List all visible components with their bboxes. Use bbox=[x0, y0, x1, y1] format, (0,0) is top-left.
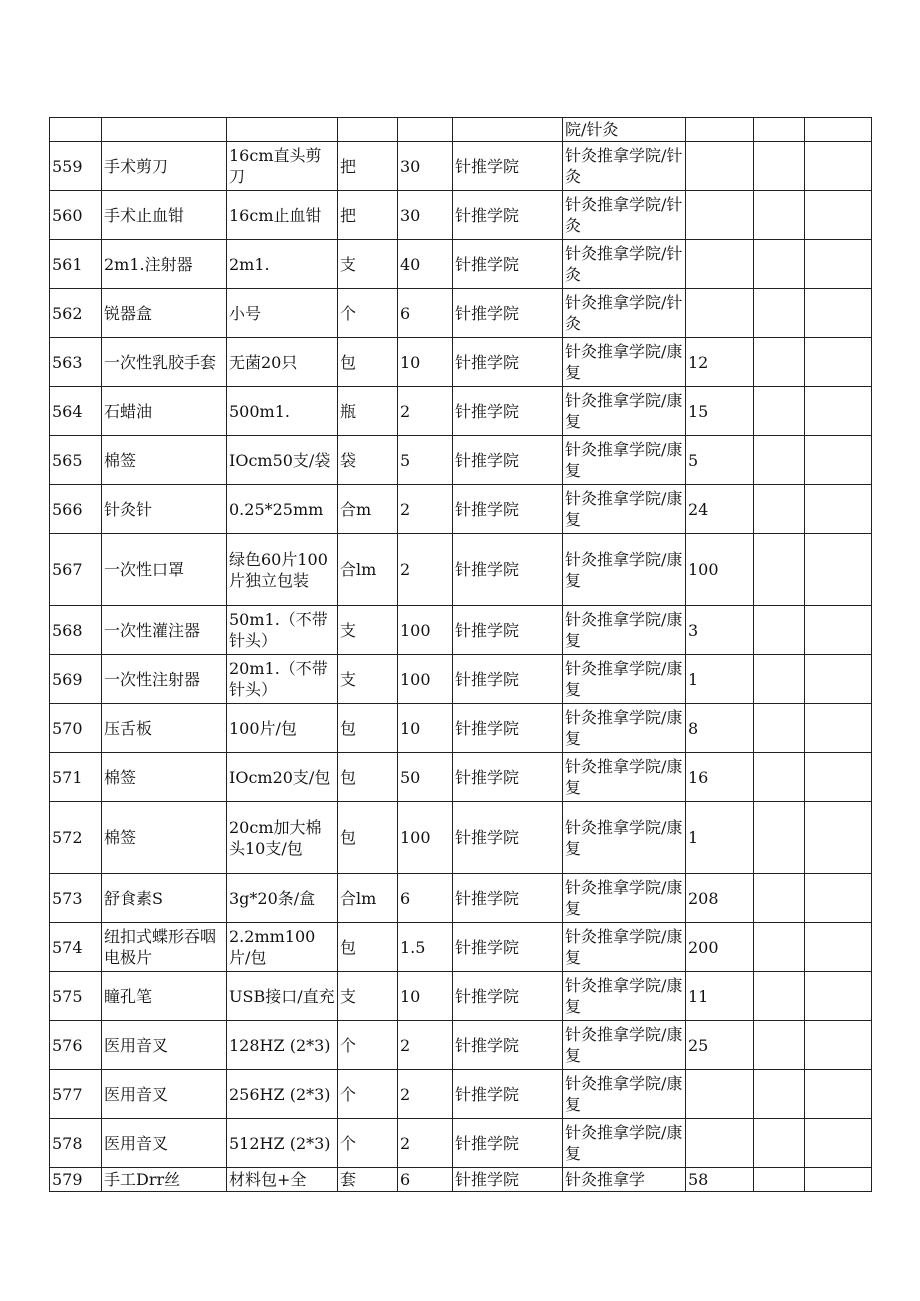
cell-extra-1 bbox=[754, 118, 805, 142]
cell-qty: 50 bbox=[398, 753, 453, 802]
cell-extra-2 bbox=[805, 485, 872, 534]
cell-qty: 100 bbox=[398, 606, 453, 655]
cell-extra-2 bbox=[805, 436, 872, 485]
cell-no: 568 bbox=[50, 606, 102, 655]
cell-location: 针灸推拿学院/针灸 bbox=[563, 142, 686, 191]
table-row bbox=[50, 655, 872, 704]
cell-location: 针灸推拿学院/康复 bbox=[563, 534, 686, 606]
table-row bbox=[50, 191, 872, 240]
cell-name: 针灸针 bbox=[102, 485, 227, 534]
cell-qty: 100 bbox=[398, 802, 453, 874]
cell-spec: USB接口/直充 bbox=[227, 972, 338, 1021]
table-row bbox=[50, 118, 872, 142]
cell-location: 针灸推拿学院/康复 bbox=[563, 1119, 686, 1168]
cell-dept: 针推学院 bbox=[453, 1070, 563, 1119]
cell-extra-1 bbox=[754, 874, 805, 923]
cell-dept: 针推学院 bbox=[453, 802, 563, 874]
cell-no: 563 bbox=[50, 338, 102, 387]
cell-dept bbox=[453, 118, 563, 142]
cell-name: 2m1.注射器 bbox=[102, 240, 227, 289]
cell-unit: 套 bbox=[338, 1168, 398, 1192]
cell-dept: 针推学院 bbox=[453, 485, 563, 534]
cell-location: 针灸推拿学院/针灸 bbox=[563, 191, 686, 240]
cell-location: 针灸推拿学院/康复 bbox=[563, 436, 686, 485]
cell-spec: 2m1. bbox=[227, 240, 338, 289]
cell-qty: 6 bbox=[398, 874, 453, 923]
cell-extra-1 bbox=[754, 142, 805, 191]
cell-no: 560 bbox=[50, 191, 102, 240]
cell-stock: 5 bbox=[686, 436, 754, 485]
cell-name: 石蜡油 bbox=[102, 387, 227, 436]
cell-location: 针灸推拿学院/康复 bbox=[563, 655, 686, 704]
cell-unit: 袋 bbox=[338, 436, 398, 485]
cell-location: 针灸推拿学院/针灸 bbox=[563, 289, 686, 338]
cell-qty: 2 bbox=[398, 387, 453, 436]
cell-name bbox=[102, 118, 227, 142]
cell-name: 手术剪刀 bbox=[102, 142, 227, 191]
cell-location: 针灸推拿学院/康复 bbox=[563, 972, 686, 1021]
cell-extra-1 bbox=[754, 1119, 805, 1168]
cell-unit bbox=[338, 118, 398, 142]
cell-qty: 10 bbox=[398, 704, 453, 753]
cell-spec: IOcm50支/袋 bbox=[227, 436, 338, 485]
cell-extra-1 bbox=[754, 972, 805, 1021]
table-row bbox=[50, 606, 872, 655]
table-row bbox=[50, 485, 872, 534]
cell-extra-1 bbox=[754, 387, 805, 436]
cell-extra-2 bbox=[805, 753, 872, 802]
cell-unit: 个 bbox=[338, 1021, 398, 1070]
cell-unit: 支 bbox=[338, 606, 398, 655]
cell-qty: 10 bbox=[398, 338, 453, 387]
cell-no: 562 bbox=[50, 289, 102, 338]
cell-stock: 11 bbox=[686, 972, 754, 1021]
cell-qty: 40 bbox=[398, 240, 453, 289]
cell-spec: 50m1.（不带针头） bbox=[227, 606, 338, 655]
cell-spec: 2.2mm100片/包 bbox=[227, 923, 338, 972]
cell-extra-1 bbox=[754, 1070, 805, 1119]
cell-extra-2 bbox=[805, 289, 872, 338]
cell-dept: 针推学院 bbox=[453, 142, 563, 191]
cell-stock bbox=[686, 191, 754, 240]
cell-dept: 针推学院 bbox=[453, 1119, 563, 1168]
cell-qty: 100 bbox=[398, 655, 453, 704]
cell-extra-2 bbox=[805, 972, 872, 1021]
cell-location: 针灸推拿学院/康复 bbox=[563, 338, 686, 387]
cell-dept: 针推学院 bbox=[453, 436, 563, 485]
cell-no: 574 bbox=[50, 923, 102, 972]
cell-dept: 针推学院 bbox=[453, 338, 563, 387]
cell-no: 559 bbox=[50, 142, 102, 191]
cell-qty: 1.5 bbox=[398, 923, 453, 972]
cell-unit: 个 bbox=[338, 1119, 398, 1168]
cell-qty bbox=[398, 118, 453, 142]
cell-extra-1 bbox=[754, 1168, 805, 1192]
cell-location: 针灸推拿学院/康复 bbox=[563, 923, 686, 972]
cell-no: 566 bbox=[50, 485, 102, 534]
cell-spec: 500m1. bbox=[227, 387, 338, 436]
cell-extra-1 bbox=[754, 923, 805, 972]
cell-extra-2 bbox=[805, 802, 872, 874]
cell-unit: 包 bbox=[338, 923, 398, 972]
cell-no bbox=[50, 118, 102, 142]
cell-name: 舒食素S bbox=[102, 874, 227, 923]
cell-no: 567 bbox=[50, 534, 102, 606]
cell-stock: 24 bbox=[686, 485, 754, 534]
cell-extra-1 bbox=[754, 289, 805, 338]
cell-extra-2 bbox=[805, 387, 872, 436]
table-row bbox=[50, 387, 872, 436]
cell-location: 针灸推拿学院/康复 bbox=[563, 485, 686, 534]
cell-stock: 8 bbox=[686, 704, 754, 753]
cell-extra-2 bbox=[805, 1119, 872, 1168]
cell-extra-1 bbox=[754, 655, 805, 704]
cell-spec: 材料包+全 bbox=[227, 1168, 338, 1192]
cell-extra-2 bbox=[805, 191, 872, 240]
cell-extra-2 bbox=[805, 874, 872, 923]
cell-stock: 15 bbox=[686, 387, 754, 436]
cell-location: 针灸推拿学院/针灸 bbox=[563, 240, 686, 289]
cell-name: 手术止血钳 bbox=[102, 191, 227, 240]
cell-spec: 100片/包 bbox=[227, 704, 338, 753]
cell-extra-2 bbox=[805, 118, 872, 142]
cell-spec: 128HZ (2*3) bbox=[227, 1021, 338, 1070]
cell-qty: 5 bbox=[398, 436, 453, 485]
cell-stock: 3 bbox=[686, 606, 754, 655]
cell-spec: 绿色60片100片独立包装 bbox=[227, 534, 338, 606]
cell-no: 573 bbox=[50, 874, 102, 923]
cell-no: 579 bbox=[50, 1168, 102, 1192]
cell-extra-2 bbox=[805, 1168, 872, 1192]
cell-dept: 针推学院 bbox=[453, 606, 563, 655]
cell-extra-2 bbox=[805, 1021, 872, 1070]
cell-extra-2 bbox=[805, 338, 872, 387]
cell-name: 医用音叉 bbox=[102, 1070, 227, 1119]
cell-unit: 瓶 bbox=[338, 387, 398, 436]
cell-qty: 2 bbox=[398, 1021, 453, 1070]
cell-spec: 512HZ (2*3) bbox=[227, 1119, 338, 1168]
cell-dept: 针推学院 bbox=[453, 1168, 563, 1192]
cell-stock: 58 bbox=[686, 1168, 754, 1192]
cell-location: 院/针灸 bbox=[563, 118, 686, 142]
cell-extra-2 bbox=[805, 142, 872, 191]
cell-stock: 16 bbox=[686, 753, 754, 802]
table-row bbox=[50, 240, 872, 289]
cell-no: 570 bbox=[50, 704, 102, 753]
cell-name: 棉签 bbox=[102, 802, 227, 874]
cell-spec: 小号 bbox=[227, 289, 338, 338]
cell-dept: 针推学院 bbox=[453, 874, 563, 923]
cell-extra-1 bbox=[754, 753, 805, 802]
cell-no: 575 bbox=[50, 972, 102, 1021]
cell-location: 针灸推拿学 bbox=[563, 1168, 686, 1192]
cell-spec: 无菌20只 bbox=[227, 338, 338, 387]
cell-no: 565 bbox=[50, 436, 102, 485]
table-row bbox=[50, 289, 872, 338]
cell-extra-1 bbox=[754, 485, 805, 534]
cell-dept: 针推学院 bbox=[453, 534, 563, 606]
cell-stock bbox=[686, 1070, 754, 1119]
cell-spec: 16cm直头剪刀 bbox=[227, 142, 338, 191]
cell-extra-2 bbox=[805, 655, 872, 704]
cell-name: 一次性灌注器 bbox=[102, 606, 227, 655]
cell-name: 纽扣式蝶形吞咽电极片 bbox=[102, 923, 227, 972]
cell-extra-1 bbox=[754, 534, 805, 606]
cell-dept: 针推学院 bbox=[453, 289, 563, 338]
cell-location: 针灸推拿学院/康复 bbox=[563, 874, 686, 923]
cell-qty: 2 bbox=[398, 534, 453, 606]
cell-spec: 16cm止血钳 bbox=[227, 191, 338, 240]
cell-no: 569 bbox=[50, 655, 102, 704]
cell-stock bbox=[686, 118, 754, 142]
cell-location: 针灸推拿学院/康复 bbox=[563, 1021, 686, 1070]
cell-qty: 6 bbox=[398, 289, 453, 338]
cell-stock: 25 bbox=[686, 1021, 754, 1070]
cell-dept: 针推学院 bbox=[453, 753, 563, 802]
cell-spec bbox=[227, 118, 338, 142]
cell-extra-1 bbox=[754, 1021, 805, 1070]
cell-no: 571 bbox=[50, 753, 102, 802]
cell-name: 一次性注射器 bbox=[102, 655, 227, 704]
cell-spec: 20m1.（不带针头） bbox=[227, 655, 338, 704]
table-row bbox=[50, 753, 872, 802]
cell-location: 针灸推拿学院/康复 bbox=[563, 387, 686, 436]
cell-extra-2 bbox=[805, 240, 872, 289]
cell-qty: 10 bbox=[398, 972, 453, 1021]
cell-stock: 1 bbox=[686, 802, 754, 874]
table-row bbox=[50, 436, 872, 485]
cell-unit: 个 bbox=[338, 289, 398, 338]
cell-location: 针灸推拿学院/康复 bbox=[563, 753, 686, 802]
cell-extra-1 bbox=[754, 436, 805, 485]
table-row bbox=[50, 923, 872, 972]
cell-extra-2 bbox=[805, 704, 872, 753]
cell-qty: 2 bbox=[398, 1119, 453, 1168]
cell-unit: 包 bbox=[338, 802, 398, 874]
cell-stock bbox=[686, 1119, 754, 1168]
cell-location: 针灸推拿学院/康复 bbox=[563, 606, 686, 655]
table-row bbox=[50, 972, 872, 1021]
cell-stock: 208 bbox=[686, 874, 754, 923]
table-row bbox=[50, 874, 872, 923]
cell-spec: IOcm20支/包 bbox=[227, 753, 338, 802]
cell-dept: 针推学院 bbox=[453, 387, 563, 436]
cell-unit: 合lm bbox=[338, 874, 398, 923]
table-row bbox=[50, 1119, 872, 1168]
table-row bbox=[50, 802, 872, 874]
cell-unit: 包 bbox=[338, 704, 398, 753]
cell-unit: 支 bbox=[338, 240, 398, 289]
cell-stock: 200 bbox=[686, 923, 754, 972]
cell-name: 压舌板 bbox=[102, 704, 227, 753]
table-row bbox=[50, 338, 872, 387]
cell-extra-1 bbox=[754, 191, 805, 240]
cell-location: 针灸推拿学院/康复 bbox=[563, 704, 686, 753]
cell-unit: 合lm bbox=[338, 534, 398, 606]
cell-name: 医用音叉 bbox=[102, 1119, 227, 1168]
cell-no: 572 bbox=[50, 802, 102, 874]
cell-dept: 针推学院 bbox=[453, 191, 563, 240]
cell-extra-1 bbox=[754, 240, 805, 289]
cell-extra-1 bbox=[754, 704, 805, 753]
cell-stock bbox=[686, 289, 754, 338]
cell-qty: 6 bbox=[398, 1168, 453, 1192]
cell-name: 棉签 bbox=[102, 436, 227, 485]
table-row bbox=[50, 704, 872, 753]
cell-dept: 针推学院 bbox=[453, 704, 563, 753]
cell-unit: 合m bbox=[338, 485, 398, 534]
cell-name: 一次性乳胶手套 bbox=[102, 338, 227, 387]
cell-stock: 100 bbox=[686, 534, 754, 606]
cell-extra-1 bbox=[754, 802, 805, 874]
cell-unit: 把 bbox=[338, 191, 398, 240]
cell-qty: 30 bbox=[398, 142, 453, 191]
cell-no: 578 bbox=[50, 1119, 102, 1168]
cell-no: 564 bbox=[50, 387, 102, 436]
cell-no: 561 bbox=[50, 240, 102, 289]
cell-extra-2 bbox=[805, 1070, 872, 1119]
cell-location: 针灸推拿学院/康复 bbox=[563, 1070, 686, 1119]
table-row bbox=[50, 1021, 872, 1070]
cell-spec: 256HZ (2*3) bbox=[227, 1070, 338, 1119]
cell-extra-1 bbox=[754, 606, 805, 655]
table-row bbox=[50, 142, 872, 191]
cell-stock: 12 bbox=[686, 338, 754, 387]
cell-dept: 针推学院 bbox=[453, 972, 563, 1021]
cell-unit: 包 bbox=[338, 753, 398, 802]
cell-stock bbox=[686, 240, 754, 289]
table-row bbox=[50, 1168, 872, 1192]
cell-spec: 3g*20条/盒 bbox=[227, 874, 338, 923]
cell-no: 577 bbox=[50, 1070, 102, 1119]
cell-unit: 包 bbox=[338, 338, 398, 387]
cell-unit: 支 bbox=[338, 655, 398, 704]
cell-extra-1 bbox=[754, 338, 805, 387]
cell-name: 手工Drr丝 bbox=[102, 1168, 227, 1192]
cell-name: 医用音叉 bbox=[102, 1021, 227, 1070]
cell-qty: 30 bbox=[398, 191, 453, 240]
cell-extra-2 bbox=[805, 534, 872, 606]
inventory-table bbox=[49, 117, 872, 1192]
cell-spec: 20cm加大棉头10支/包 bbox=[227, 802, 338, 874]
cell-name: 瞳孔笔 bbox=[102, 972, 227, 1021]
cell-dept: 针推学院 bbox=[453, 240, 563, 289]
table-row bbox=[50, 534, 872, 606]
cell-dept: 针推学院 bbox=[453, 655, 563, 704]
cell-extra-2 bbox=[805, 923, 872, 972]
cell-location: 针灸推拿学院/康复 bbox=[563, 802, 686, 874]
cell-dept: 针推学院 bbox=[453, 1021, 563, 1070]
cell-qty: 2 bbox=[398, 1070, 453, 1119]
cell-no: 576 bbox=[50, 1021, 102, 1070]
table-row bbox=[50, 1070, 872, 1119]
cell-unit: 个 bbox=[338, 1070, 398, 1119]
cell-unit: 支 bbox=[338, 972, 398, 1021]
cell-name: 锐器盒 bbox=[102, 289, 227, 338]
cell-qty: 2 bbox=[398, 485, 453, 534]
cell-stock: 1 bbox=[686, 655, 754, 704]
cell-name: 一次性口罩 bbox=[102, 534, 227, 606]
cell-unit: 把 bbox=[338, 142, 398, 191]
cell-stock bbox=[686, 142, 754, 191]
cell-dept: 针推学院 bbox=[453, 923, 563, 972]
cell-name: 棉签 bbox=[102, 753, 227, 802]
cell-spec: 0.25*25mm bbox=[227, 485, 338, 534]
cell-extra-2 bbox=[805, 606, 872, 655]
